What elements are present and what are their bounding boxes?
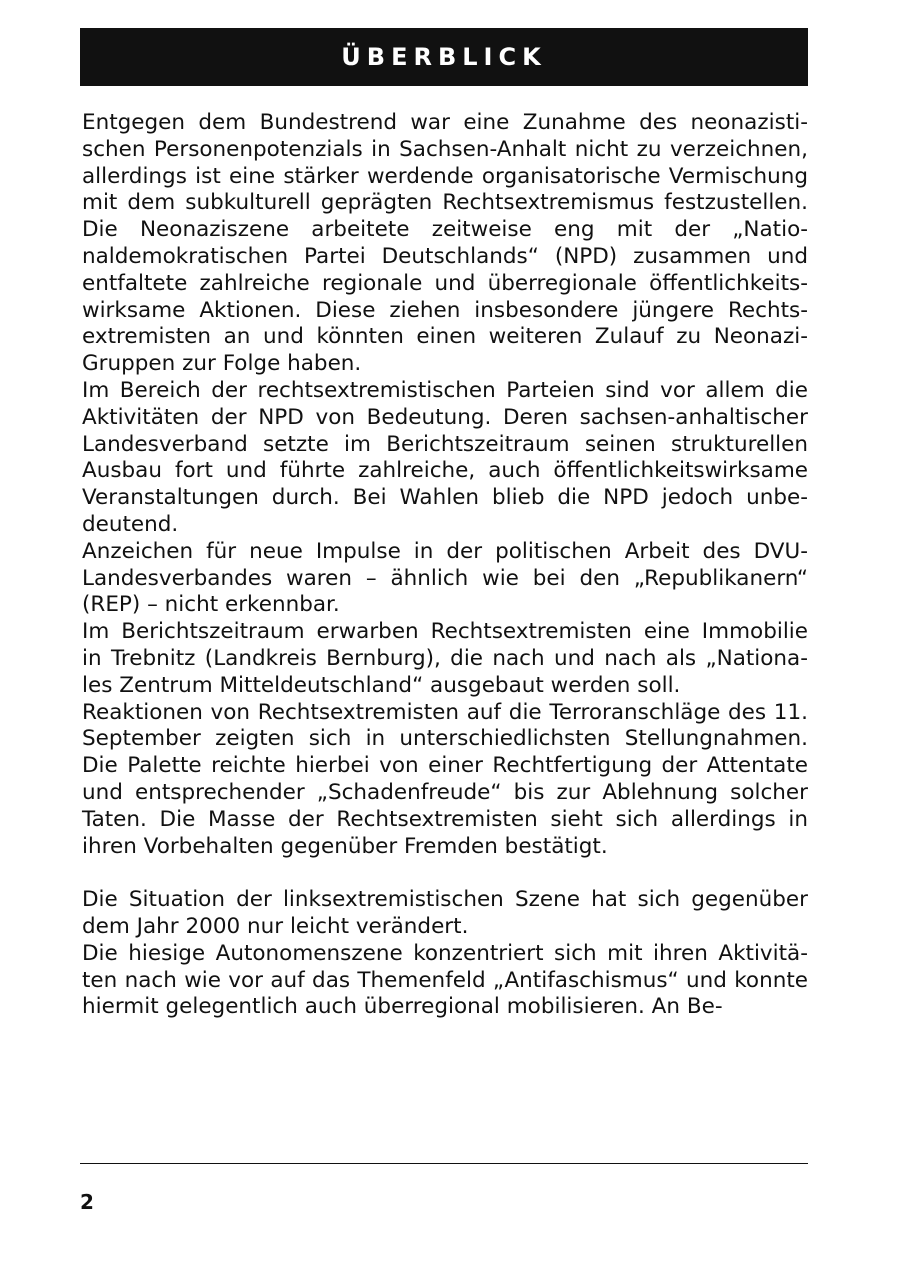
paragraph-trebnitz-property: Im Berichtszeitraum erwarben Rechtsextremisten eine Immobilie in Trebnitz (Landkreis Bernburg), die nach und nach als „Nationales Zentrum Mitteldeutschland“ ausgebaut werden soll.: [82, 619, 808, 698]
paragraph-left-extremist-scene: Die Situation der linksextremistischen Szene hat sich gegenüber dem Jahr 2000 nur leicht verändert.: [82, 887, 808, 939]
paragraph-september-reactions: Reaktionen von Rechtsextremisten auf die Terroranschläge des 11. September zeigten sich in unterschiedlichsten Stellungnahmen. Die Palette reichte hierbei von einer Rechtfertigung der Attentate und entsprechender „Schadenfreude“ bis zur Ablehnung solcher Taten. Die Masse der Rechtsextremisten sieht sich allerdings in ihren Vorbehalten gegenüber Fremden bestätigt.: [82, 699, 808, 859]
section-header-bar: [80, 28, 808, 86]
paragraph-npd-activities: Im Bereich der rechtsextremistischen Parteien sind vor allem die Aktivitäten der NPD von Bedeutung. Deren sachsen-anhaltischer Landesverband setzte im Berichtszeitraum seinen strukturellen Ausbau fort und führte zahlreiche, auch öffentlichkeitswirksame Veranstaltungen durch. Bei Wahlen blieb die NPD jedoch unbedeutend.: [82, 377, 808, 537]
paragraph-dvu-republikaner: Anzeichen für neue Impulse in der politischen Arbeit des DVU-Landesverbandes waren – ähnlich wie bei den „Republikanern“ (REP) – nicht erkennbar.: [82, 538, 808, 618]
footer-divider: [80, 1163, 808, 1164]
paragraph-neonazi-scene: Entgegen dem Bundestrend war eine Zunahme des neonazistischen Personenpotenzials in Sachsen-Anhalt nicht zu verzeichnen, allerdings ist eine stärker werdende organisatorische Vermischung mit dem subkulturell geprägten Rechtsextremismus festzustellen. Die Neonaziszene arbeitete zeitweise eng mit der „Nationaldemokratischen Partei Deutschlands“ (NPD) zusammen und entfaltete zahlreiche regionale und überregionale öffentlichkeitswirksame Aktionen. Diese ziehen insbesondere jüngere Rechtsextremisten an und könnten einen weiteren Zulauf zu Neonazi-Gruppen zur Folge haben.: [82, 110, 808, 377]
section-title: ÜBERBLICK: [341, 43, 547, 71]
paragraph-autonomous-scene: Die hiesige Autonomenszene konzentriert sich mit ihren Aktivitäten nach wie vor auf das Themenfeld „Antifaschismus“ und konnte hiermit gelegentlich auch überregional mobilisieren. An Be-: [82, 940, 808, 1020]
page-number: 2: [80, 1190, 94, 1214]
body-text: [82, 110, 808, 1021]
